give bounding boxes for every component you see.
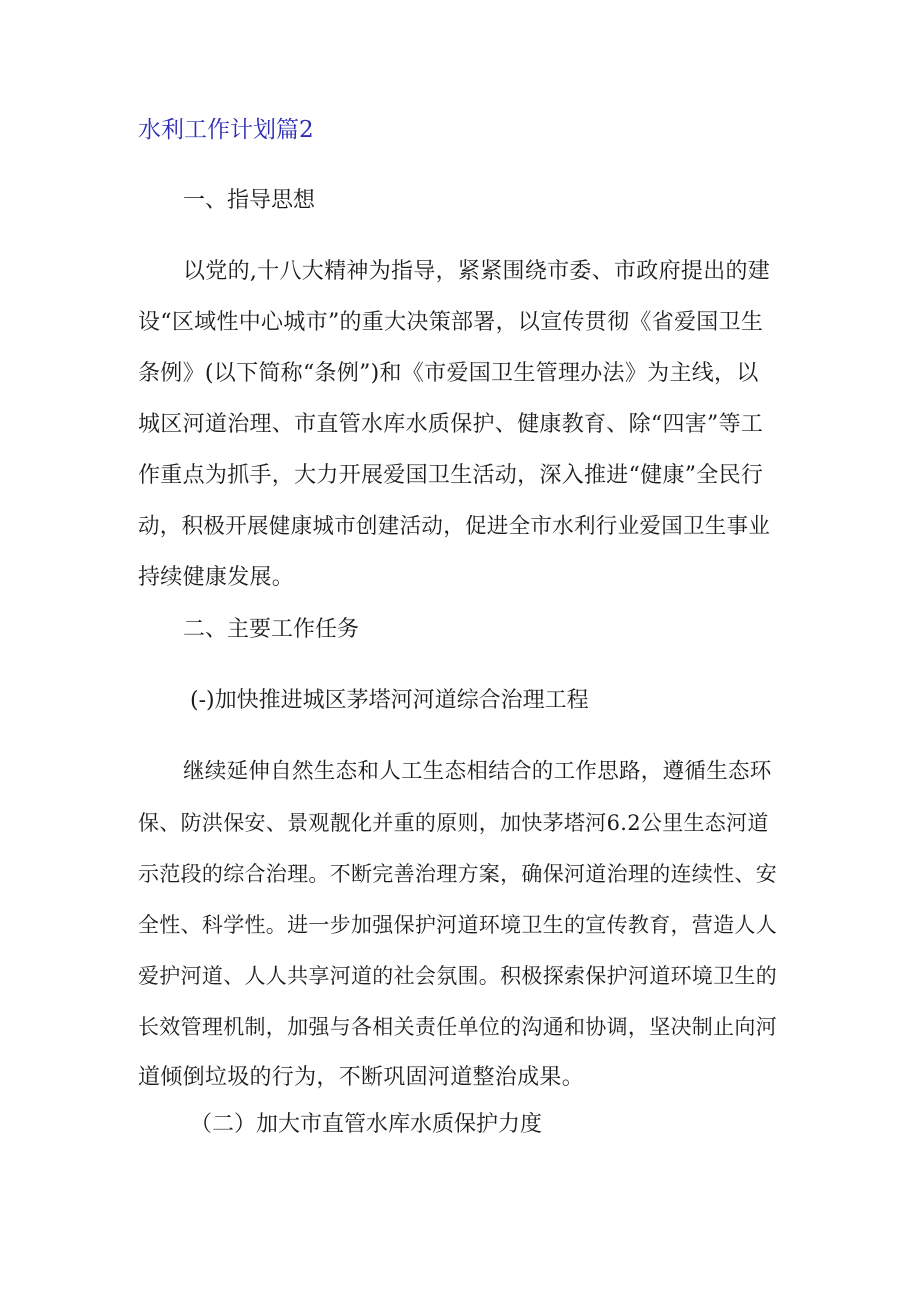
- paragraph-line: 继续延伸自然生态和人工生态相结合的工作思路，遵循生态环: [183, 759, 772, 784]
- paragraph-line: 全性、科学性。进一步加强保护河道环境卫生的宣传教育，营造人人: [138, 913, 777, 937]
- paragraph-line: 保、防洪保安、景观靓化并重的原则，加快茅塔河6.2公里生态河道: [138, 811, 769, 835]
- paragraph-line: 以党的,十八大精神为指导，紧紧围绕市委、市政府提出的建: [183, 259, 771, 284]
- paragraph-line: 长效管理机制，加强与各相关责任单位的沟通和协调，坚决制止向河: [138, 1015, 777, 1039]
- paragraph-river-governance: [138, 754, 782, 1111]
- paragraph-line: 条例》(以下简称“条例”)和《市爱国卫生管理办法》为主线，以: [138, 361, 759, 386]
- subheading-reservoir-protection: （二）加大市直管水库水质保护力度: [190, 1112, 543, 1137]
- paragraph-guiding-ideology: [138, 254, 782, 611]
- paragraph-line: 爱护河道、人人共享河道的社会氛围。积极探索保护河道环境卫生的: [138, 964, 777, 988]
- paragraph-line: 示范段的综合治理。不断完善治理方案，确保河道治理的连续性、安: [138, 862, 777, 886]
- paragraph-line: 道倾倒垃圾的行为，不断巩固河道整治成果。: [138, 1065, 585, 1090]
- document-title: 水利工作计划篇2: [138, 117, 314, 143]
- paragraph-line: 动，积极开展健康城市创建活动，促进全市水利行业爱国卫生事业: [138, 514, 771, 539]
- section-heading-main-tasks: 二、主要工作任务: [183, 617, 360, 642]
- paragraph-line: 作重点为抓手，大力开展爱国卫生活动，深入推进“健康”全民行: [138, 463, 764, 488]
- paragraph-line: 持续健康发展。: [138, 565, 295, 590]
- subheading-river-governance: (-)加快推进城区茅塔河河道综合治理工程: [190, 688, 589, 713]
- paragraph-line: 城区河道治理、市直管水库水质保护、健康教育、除“四害”等工: [138, 412, 764, 437]
- section-heading-guiding-ideology: 一、指导思想: [183, 188, 316, 213]
- paragraph-line: 设“区域性中心城市”的重大决策部署，以宣传贯彻《省爱国卫生: [138, 310, 764, 335]
